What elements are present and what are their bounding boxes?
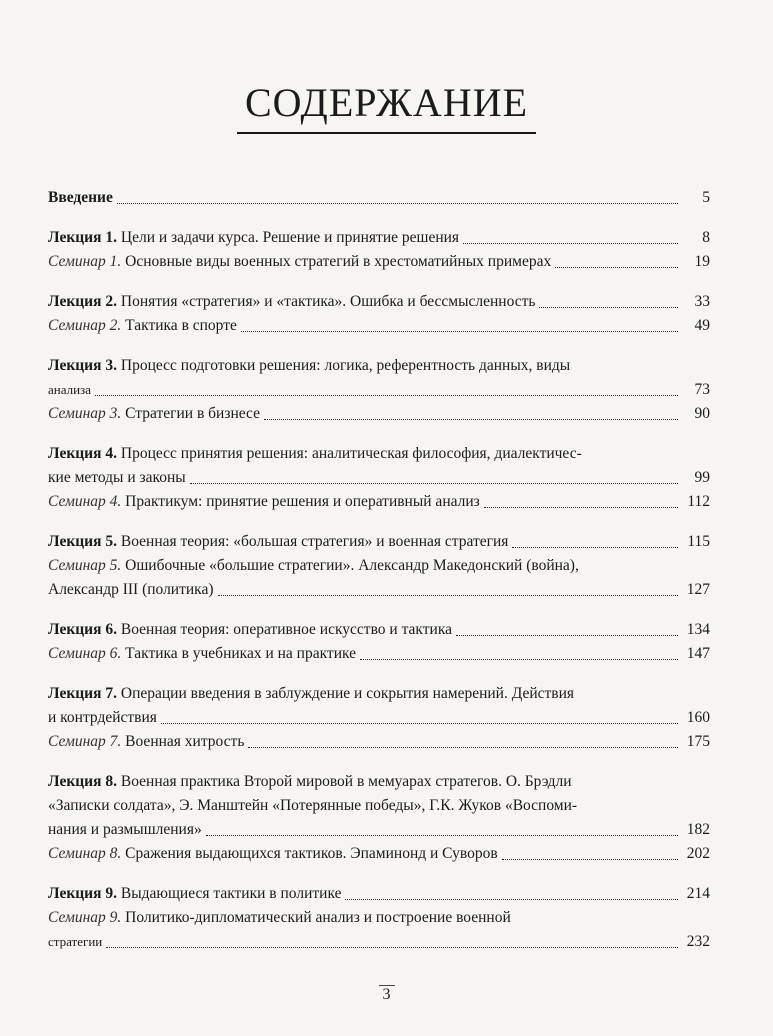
toc-entry-title: Понятия «стратегия» и «тактика». Ошибка и бессмысленность — [117, 293, 536, 310]
toc-entry-title: Военная теория: «большая стратегия» и военная стратегия — [117, 533, 509, 550]
dot-leader — [190, 483, 678, 484]
dot-leader — [360, 659, 678, 660]
toc-entry[interactable] — [48, 354, 710, 378]
dot-leader — [218, 595, 678, 596]
toc-entry-label: Семинар 9. — [48, 909, 122, 926]
toc-entry[interactable] — [48, 682, 710, 706]
toc-entry-label: Лекция 3. — [48, 357, 118, 374]
toc-entry-continuation[interactable] — [48, 818, 710, 842]
toc-entry-continuation[interactable] — [48, 466, 710, 490]
toc-page-number: 99 — [694, 469, 710, 486]
toc-entry-label: Семинар 2. — [48, 317, 122, 334]
dot-leader — [241, 331, 678, 332]
toc-page-number: 115 — [687, 533, 710, 550]
toc-entry-label: Семинар 5. — [48, 557, 122, 574]
toc-entry-label: Семинар 6. — [48, 645, 122, 662]
toc-entry-title: Политико-дипломатический анализ и построение военной — [121, 909, 511, 926]
toc-entry-title: Военная теория: оперативное искусство и тактика — [117, 621, 452, 638]
toc-entry[interactable] — [48, 882, 710, 906]
toc-entry[interactable] — [48, 442, 710, 466]
toc-group-1 — [48, 226, 710, 274]
toc-entry-label: Семинар 8. — [48, 845, 122, 862]
toc-entry-title-cont: анализа — [48, 382, 91, 397]
dot-leader — [248, 747, 678, 748]
toc-entry-label: Лекция 8. — [48, 773, 118, 790]
toc-entry-title: Военная хитрость — [121, 733, 245, 750]
dot-leader — [512, 547, 678, 548]
dot-leader — [463, 243, 678, 244]
toc-page-number: 19 — [694, 253, 710, 270]
toc-page-number: 214 — [686, 885, 710, 902]
toc-entry-title: Процесс подготовки решения: логика, референтность данных, виды — [117, 357, 571, 374]
toc-entry[interactable] — [48, 770, 710, 794]
toc-group-intro — [48, 186, 710, 210]
toc-entry[interactable] — [48, 250, 710, 274]
toc-entry-title: Сражения выдающихся тактиков. Эпаминонд и Суворов — [121, 845, 498, 862]
toc-entry-title-cont: стратегии — [48, 934, 103, 949]
toc-entry[interactable] — [48, 226, 710, 250]
toc-entry-title: Основные виды военных стратегий в хрестоматийных примерах — [121, 253, 552, 270]
toc-entry[interactable] — [48, 490, 710, 514]
toc-entry-label: Лекция 2. — [48, 293, 118, 310]
toc-entry-title: Тактика в учебниках и на практике — [121, 645, 357, 662]
table-of-contents — [48, 186, 710, 970]
toc-page-number: 232 — [686, 933, 710, 950]
toc-entry-title-cont: нания и размышления» — [48, 821, 202, 838]
toc-page-number: 5 — [702, 189, 710, 206]
page-title: СОДЕРЖАНИЕ — [237, 80, 536, 134]
toc-entry-continuation[interactable] — [48, 378, 710, 402]
toc-entry-title: Ошибочные «большие стратегии». Александр Македонский (война), — [121, 557, 579, 574]
toc-entry[interactable] — [48, 290, 710, 314]
toc-entry-title: Практикум: принятие решения и оперативный анализ — [121, 493, 480, 510]
dot-leader — [456, 635, 678, 636]
toc-page-number: 127 — [686, 581, 710, 598]
toc-entry-label: Лекция 4. — [48, 445, 118, 462]
dot-leader — [206, 835, 678, 836]
toc-entry[interactable] — [48, 402, 710, 426]
toc-group-3 — [48, 354, 710, 426]
toc-group-2 — [48, 290, 710, 338]
toc-page-number: 182 — [686, 821, 710, 838]
dot-leader — [161, 723, 678, 724]
toc-entry-continuation[interactable] — [48, 706, 710, 730]
page-number-text: 3 — [379, 985, 395, 1004]
toc-entry[interactable] — [48, 730, 710, 754]
toc-entry-title-cont: кие методы и законы — [48, 469, 186, 486]
toc-page-number: 160 — [686, 709, 710, 726]
dot-leader — [95, 395, 678, 396]
page-number — [0, 985, 773, 1004]
toc-entry-label: Лекция 7. — [48, 685, 118, 702]
toc-entry[interactable] — [48, 906, 710, 930]
toc-entry[interactable] — [48, 530, 710, 554]
toc-entry-title: Операции введения в заблуждение и сокрытия намерений. Действия — [117, 685, 575, 702]
toc-entry[interactable] — [48, 186, 710, 210]
toc-entry-title: Выдающиеся тактики в политике — [117, 885, 342, 902]
toc-group-5 — [48, 530, 710, 602]
dot-leader — [106, 947, 678, 948]
toc-page-number: 202 — [686, 845, 710, 862]
toc-entry-continuation[interactable] — [48, 930, 710, 954]
toc-group-8 — [48, 770, 710, 866]
toc-entry[interactable] — [48, 554, 710, 578]
toc-page-number: 8 — [702, 229, 710, 246]
title-wrapper — [0, 80, 773, 134]
toc-entry-continuation[interactable] — [48, 794, 710, 818]
toc-entry-label: Семинар 7. — [48, 733, 122, 750]
toc-entry-label: Лекция 5. — [48, 533, 118, 550]
toc-page-number: 147 — [686, 645, 710, 662]
toc-entry-title-cont: «Записки солдата», Э. Манштейн «Потерянные победы», Г.К. Жуков «Воспоми- — [48, 797, 578, 814]
toc-entry-label: Лекция 9. — [48, 885, 118, 902]
toc-page-number: 49 — [694, 317, 710, 334]
toc-entry-title: Процесс принятия решения: аналитическая философия, диалектичес- — [117, 445, 582, 462]
toc-entry-title-cont: и контрдействия — [48, 709, 157, 726]
dot-leader — [539, 307, 678, 308]
toc-entry-continuation[interactable] — [48, 578, 710, 602]
toc-entry[interactable] — [48, 842, 710, 866]
toc-group-4 — [48, 442, 710, 514]
toc-entry-label: Лекция 6. — [48, 621, 118, 638]
dot-leader — [117, 203, 678, 204]
toc-page-number: 73 — [694, 381, 710, 398]
dot-leader — [484, 507, 678, 508]
toc-group-6 — [48, 618, 710, 666]
toc-page-number: 33 — [694, 293, 710, 310]
toc-entry-label: Введение — [48, 189, 113, 206]
dot-leader — [264, 419, 678, 420]
toc-group-7 — [48, 682, 710, 754]
toc-page-number: 175 — [686, 733, 710, 750]
toc-entry-title: Тактика в спорте — [121, 317, 237, 334]
dot-leader — [345, 899, 678, 900]
toc-page-number: 134 — [686, 621, 710, 638]
toc-group-9 — [48, 882, 710, 954]
toc-entry-title-cont: Александр III (политика) — [48, 581, 214, 598]
toc-entry[interactable] — [48, 618, 710, 642]
toc-page-number: 112 — [687, 493, 710, 510]
toc-entry-label: Семинар 4. — [48, 493, 122, 510]
toc-entry-label: Семинар 3. — [48, 405, 122, 422]
toc-entry[interactable] — [48, 314, 710, 338]
toc-page-number: 90 — [694, 405, 710, 422]
toc-entry-title: Военная практика Второй мировой в мемуарах стратегов. О. Брэдли — [117, 773, 572, 790]
dot-leader — [555, 267, 678, 268]
toc-entry[interactable] — [48, 642, 710, 666]
toc-entry-label: Семинар 1. — [48, 253, 122, 270]
dot-leader — [502, 859, 678, 860]
toc-entry-title: Стратегии в бизнесе — [121, 405, 260, 422]
toc-entry-label: Лекция 1. — [48, 229, 118, 246]
toc-entry-title: Цели и задачи курса. Решение и принятие решения — [117, 229, 460, 246]
